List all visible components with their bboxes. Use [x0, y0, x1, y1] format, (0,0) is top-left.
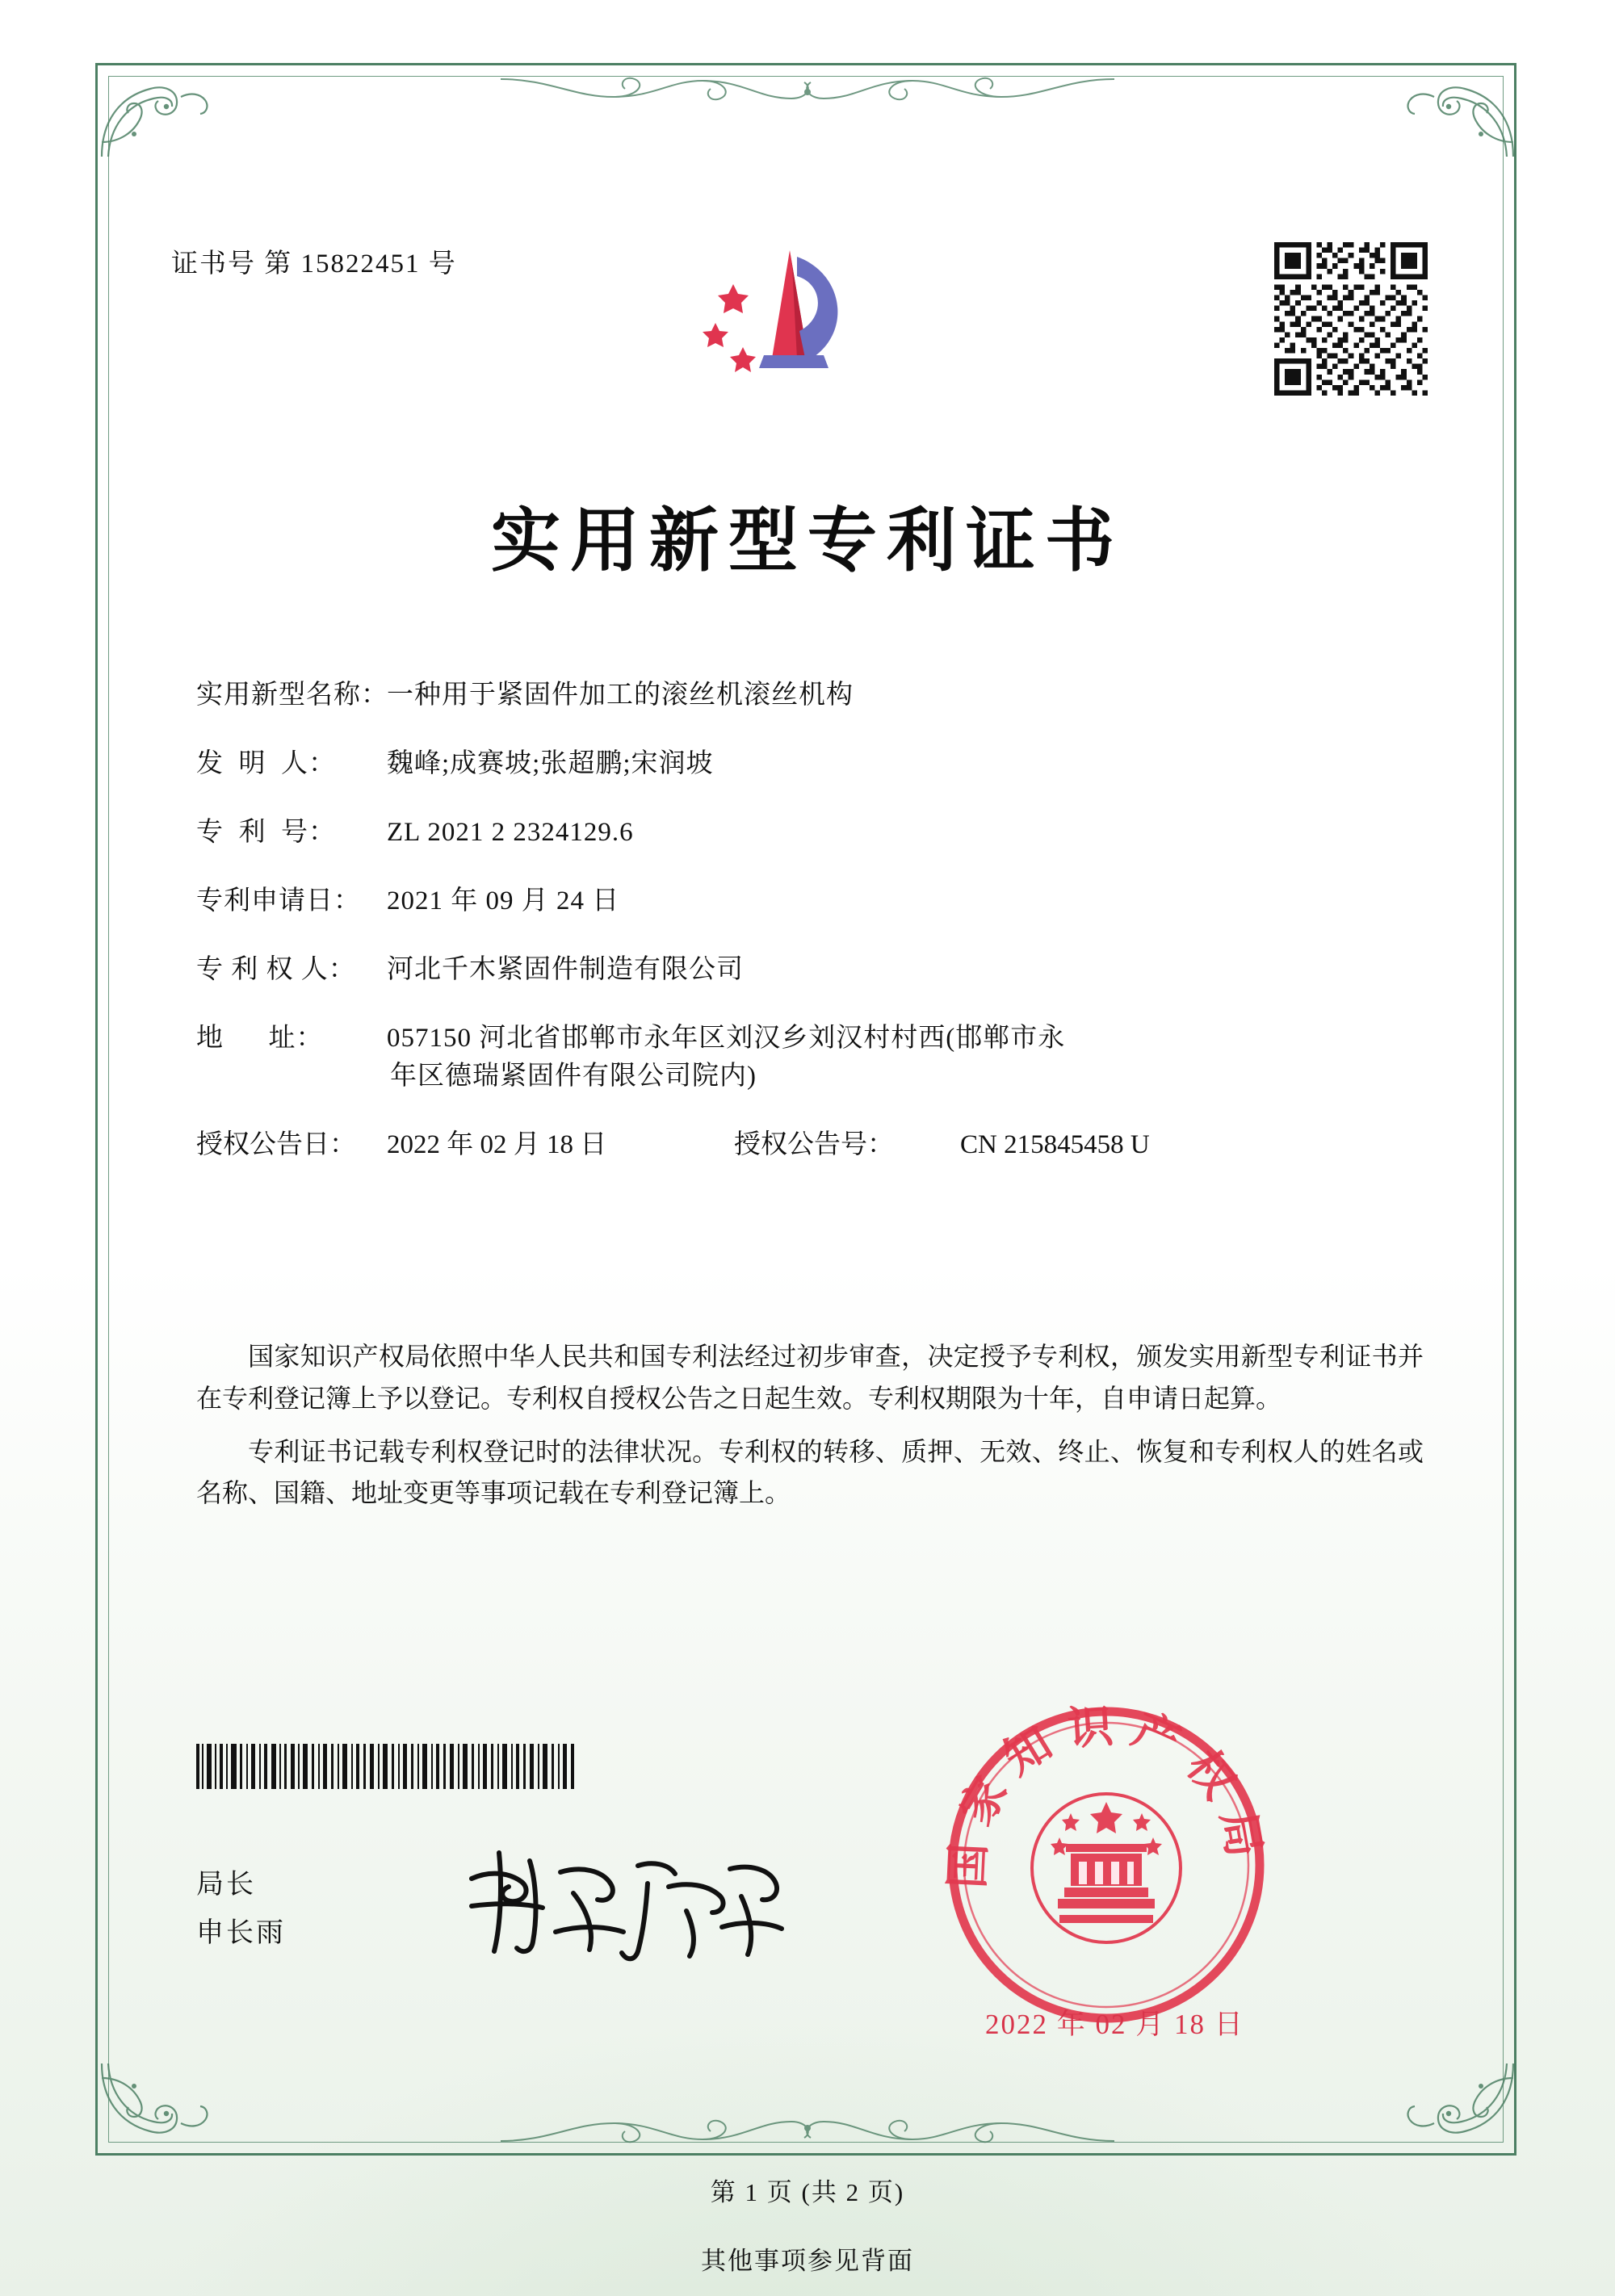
bottom-border-flourish-icon [501, 2099, 1114, 2156]
field-value: 河北千木紧固件制造有限公司 [387, 955, 744, 984]
grant-date-label: 授权公告日： [196, 1130, 356, 1159]
page-title: 实用新型专利证书 [491, 500, 1124, 581]
certificate-number: 证书号 第 15822451 号 [171, 249, 457, 279]
field-value-address [387, 1025, 1424, 1090]
director-label: 局长 [196, 1870, 256, 1900]
top-border-flourish-icon [501, 65, 1114, 121]
address-line-1: 057150 河北省邯郸市永年区刘汉乡刘汉村村西(邯郸市永 [387, 1024, 1066, 1053]
field-label: 专 利 权 人： [196, 955, 356, 984]
official-red-seal-icon [937, 1695, 1276, 2034]
legal-body-text [196, 1336, 1424, 1526]
grant-number-label: 授权公告号： [734, 1130, 894, 1159]
footer-note: 其他事项参见背面 [701, 2247, 914, 2275]
handwritten-signature-icon [452, 1837, 791, 1974]
grant-number-value: CN 215845458 U [960, 1130, 1150, 1159]
field-value: ZL 2021 2 2324129.6 [387, 818, 634, 847]
field-label: 专 利 号： [196, 818, 336, 847]
field-row-application-date [196, 888, 1424, 915]
corner-flourish-icon [97, 2059, 218, 2156]
director-name: 申长雨 [196, 1917, 286, 1948]
field-row-address [196, 1025, 1424, 1090]
address-line-2: 年区德瑞紧固件有限公司院内) [390, 1062, 757, 1091]
field-row-invention-name [196, 682, 1424, 709]
qr-code-icon [1274, 242, 1428, 396]
field-value: 魏峰;成赛坡;张超鹏;宋润坡 [387, 749, 714, 778]
field-row-grant-info [196, 1132, 1424, 1158]
field-label: 实用新型名称： [196, 681, 388, 710]
field-label: 地 址： [196, 1024, 324, 1053]
field-value: 一种用于紧固件加工的滚丝机滚丝机构 [387, 681, 854, 710]
cnipa-logo-icon [686, 234, 888, 412]
corner-flourish-icon [1397, 2059, 1518, 2156]
field-label: 发 明 人： [196, 749, 336, 778]
corner-flourish-icon [1397, 65, 1518, 161]
corner-flourish-icon [97, 65, 218, 161]
legal-paragraph-1: 国家知识产权局依照中华人民共和国专利法经过初步审查，决定授予专利权，颁发实用新型专利证书并在专利登记簿上予以登记。专利权自授权公告之日起生效。专利权期限为十年，自申请日起算。 [196, 1342, 1424, 1413]
field-label: 专利申请日： [196, 886, 361, 915]
barcode-icon [196, 1744, 600, 1789]
seal-date: 2022 年 02 月 18 日 [985, 2009, 1244, 2040]
certificate-fields [196, 682, 1424, 1191]
director-block [196, 1861, 286, 1957]
grant-date-value: 2022 年 02 月 18 日 [387, 1130, 607, 1159]
legal-paragraph-2: 专利证书记载专利权登记时的法律状况。专利权的转移、质押、无效、终止、恢复和专利权人的姓名或名称、国籍、地址变更等事项记载在专利登记簿上。 [196, 1436, 1424, 1508]
page-indicator: 第 1 页 (共 2 页) [710, 2178, 905, 2206]
field-value: 2021 年 09 月 24 日 [387, 886, 620, 915]
field-row-patent-number [196, 819, 1424, 846]
field-row-patentee [196, 957, 1424, 983]
field-row-inventors [196, 751, 1424, 777]
svg-text:国家知识产权局: 国家知识产权局 [940, 1699, 1274, 1890]
